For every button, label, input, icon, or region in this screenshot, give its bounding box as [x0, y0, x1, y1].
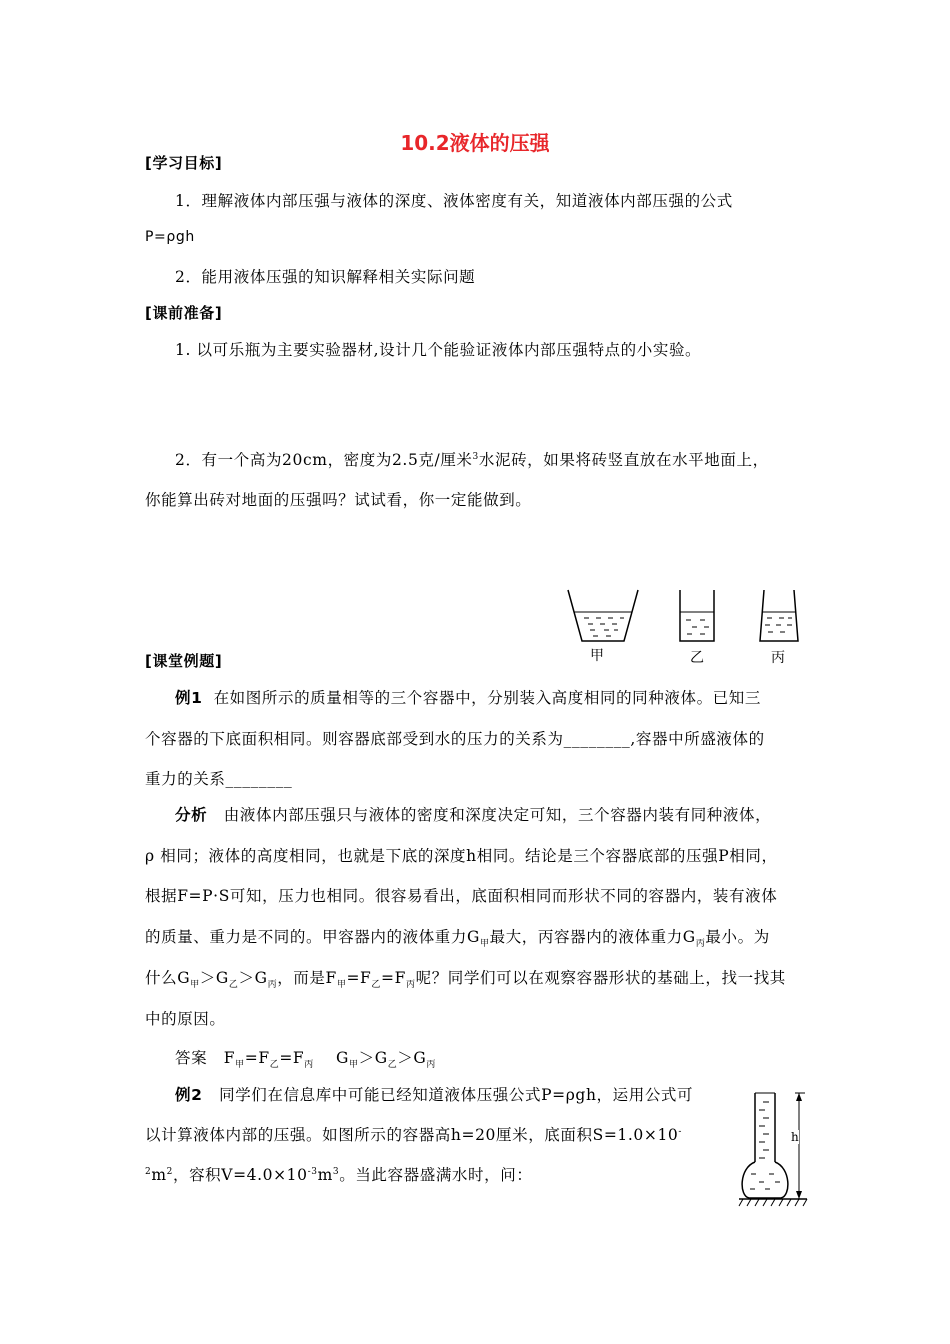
flask-diagram: [735, 1088, 815, 1213]
example-2-line1: 例2 同学们在信息库中可能已经知道液体压强公式P=ρgh，运用公式可: [175, 1086, 694, 1104]
container-label-jia: 甲: [590, 648, 604, 664]
page-title: 10.2液体的压强: [400, 131, 550, 155]
analysis-line6: 中的原因。: [145, 1010, 226, 1028]
height-label: h: [791, 1130, 799, 1144]
container-label-bing: 丙: [771, 650, 785, 666]
example-2-line2: 以计算液体内部的压强。如图所示的容器高h=20厘米，底面积S=1.0×10-: [145, 1126, 683, 1144]
example-1-line1: 例1 在如图所示的质量相等的三个容器中，分别装入高度相同的同种液体。已知三: [175, 689, 761, 707]
prep-item-1: 1. 以可乐瓶为主要实验器材,设计几个能验证液体内部压强特点的小实验。: [175, 341, 702, 359]
example-2-line3: $^2m^2$，容积$V=4.0\times 10^{-3}m^3$。当此容器盛满水时，问：: [145, 1166, 533, 1184]
analysis-line4: 的质量、重力是不同的。甲容器内的液体重力$G_甲$最大，丙容器内的液体重力$G_丙$最小。为: [145, 928, 770, 950]
answer-line: 答案 $F_甲=F_乙=F_丙$ $G_甲>G_乙>G_丙$: [175, 1049, 436, 1071]
three-containers-figure: [560, 585, 820, 665]
section-heading-examples: [课堂例题]: [145, 652, 223, 670]
analysis-line2: ρ 相同；液体的高度相同，也就是下底的深度h相同。结论是三个容器底部的压强P相同，: [145, 847, 778, 865]
goal-item-1-formula: P=ρgh: [145, 229, 195, 245]
container-label-yi: 乙: [690, 650, 704, 666]
section-heading-prep: [课前准备]: [145, 304, 223, 322]
section-heading-goals: [学习目标]: [145, 154, 223, 172]
prep-item-2-line1: 2．有一个高为20cm，密度为2.5克/厘米$^3$水泥砖，如果将砖竖直放在水平地面上，: [175, 451, 769, 469]
goal-item-1: 1．理解液体内部压强与液体的深度、液体密度有关，知道液体内部压强的公式: [175, 192, 733, 210]
example-1-line3: 重力的关系________: [145, 770, 293, 788]
prep-item-2-line2: 你能算出砖对地面的压强吗？试试看，你一定能做到。: [145, 491, 532, 509]
flask-container-figure: [735, 1088, 815, 1213]
analysis-line5: 什么$G_甲>G_乙>G_丙$，而是$F_甲=F_乙=F_丙$呢？同学们可以在观察容器形状的基础上，找一找其: [145, 969, 786, 991]
goal-item-2: 2．能用液体压强的知识解释相关实际问题: [175, 268, 476, 286]
analysis-line1: 分析 由液体内部压强只与液体的密度和深度决定可知，三个容器内装有同种液体，: [175, 806, 772, 824]
example-1-line2: 个容器的下底面积相同。则容器底部受到水的压力的关系为________,容器中所盛液体的: [145, 730, 765, 748]
analysis-line3: 根据F=P·S可知，压力也相同。很容易看出，底面积相同而形状不同的容器内，装有液体: [145, 887, 778, 905]
